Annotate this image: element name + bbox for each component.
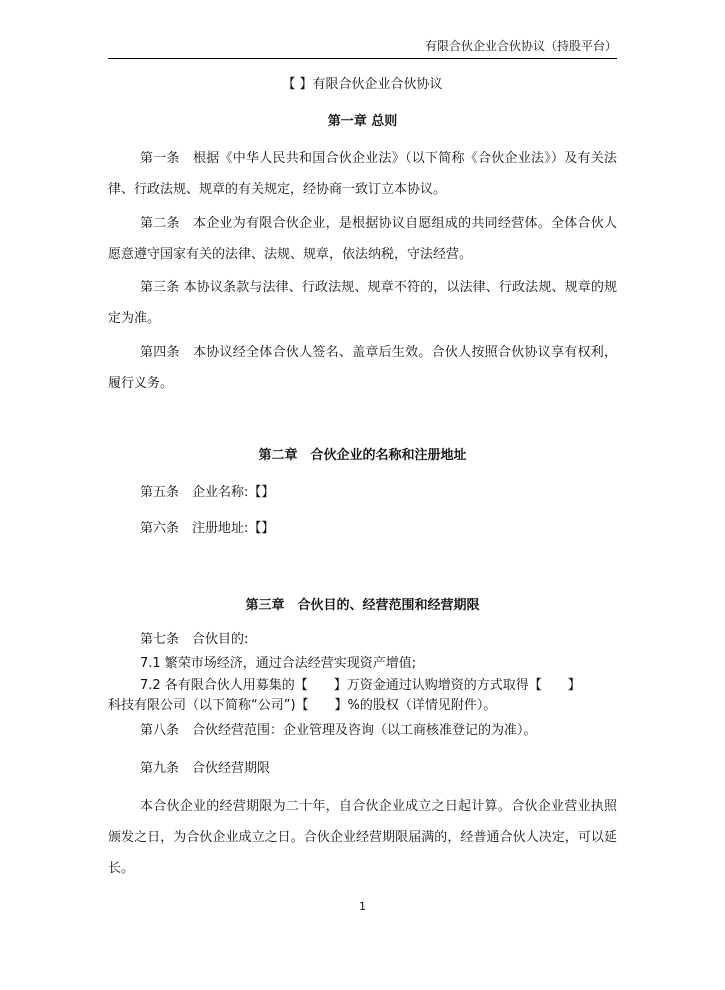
chapter-2-heading: 第二章 合伙企业的名称和注册地址 (258, 448, 467, 463)
article-7-1: 7.1 繁荣市场经济，通过合法经营实现资产增值; (140, 656, 417, 671)
article-7-2: 7.2 各有限合伙人用募集的【 】万资金通过认购增资的方式取得【 】 (140, 678, 581, 693)
article-6: 第六条 注册地址:【】 (140, 521, 275, 536)
article-2: 第二条 本企业为有限合伙企业，是根据协议自愿组成的共同经营体。全体合伙人愿意遵守国家有关的法律、法规、规章，依法纳税，守法经营。 (108, 216, 617, 262)
article-8: 第八条 合伙经营范围：企业管理及咨询（以工商核准登记的为准）。 (140, 723, 537, 738)
article-3: 第三条 本协议条款与法律、行政法规、规章不符的，以法律、行政法规、规章的规定为准。 (108, 280, 617, 326)
chapter-1-heading: 第一章 总则 (327, 114, 398, 129)
article-9-body: 本合伙企业的经营期限为二十年，自合伙企业成立之日起计算。合伙企业营业执照颁发之日，为合伙企业成立之日。合伙企业经营期限届满的，经普通合伙人决定，可以延长。 (108, 799, 617, 876)
running-header: 有限合伙企业合伙协议（持股平台） (424, 39, 617, 53)
header-divider (108, 58, 617, 59)
article-1: 第一条 根据《中华人民共和国合伙企业法》（以下简称《合伙企业法》）及有关法律、行政法规、规章的有关规定，经协商一致订立本协议。 (108, 151, 617, 197)
page-number: 1 (359, 900, 366, 913)
article-9: 第九条 合伙经营期限 (140, 761, 271, 776)
article-7: 第七条 合伙目的: (140, 632, 249, 647)
document-title: 【 】有限合伙企业合伙协议 (282, 77, 443, 92)
article-4: 第四条 本协议经全体合伙人签名、盖章后生效。合伙人按照合伙协议享有权利，履行义务。 (108, 345, 617, 391)
article-7-2-continued: 科技有限公司（以下简称“公司”)【 】%的股权（详情见附件）。 (108, 698, 497, 713)
chapter-3-heading: 第三章 合伙目的、经营范围和经营期限 (245, 598, 480, 613)
article-5: 第五条 企业名称:【】 (140, 485, 275, 500)
